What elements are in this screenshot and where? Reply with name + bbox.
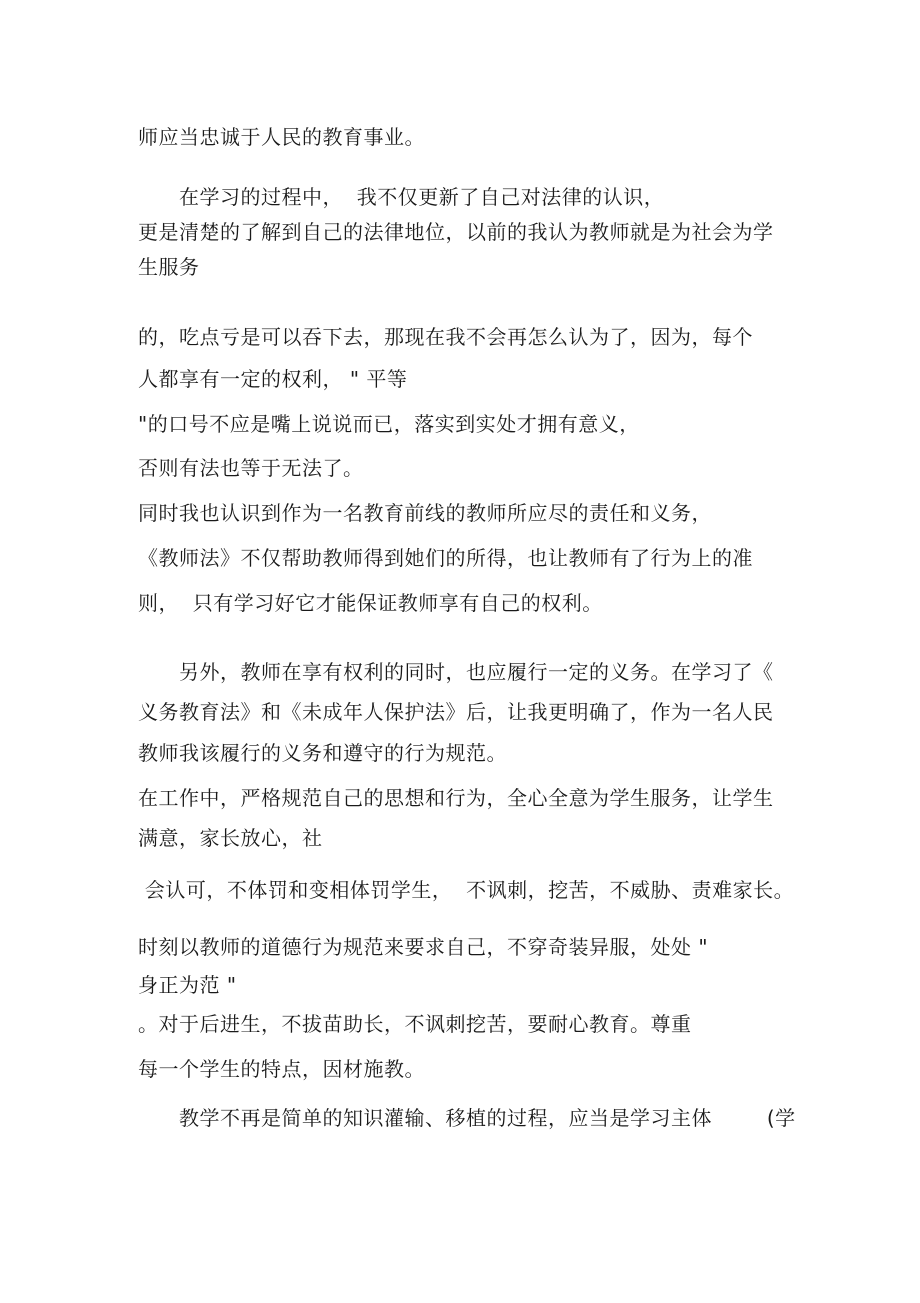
text-line: 师应当忠诚于人民的教育事业。 [138, 125, 425, 149]
text-line: 更是清楚的了解到自己的法律地位，以前的我认为教师就是为社会为学 [138, 220, 774, 244]
text-line: 教师我该履行的义务和遵守的行为规范。 [138, 741, 507, 765]
text-line: 否则有法也等于无法了。 [138, 456, 364, 480]
text-line: 则， 只有学习好它才能保证教师享有自己的权利。 [138, 591, 603, 615]
text-line: 的，吃点亏是可以吞下去，那现在我不会再怎么认为了，因为，每个 [138, 325, 753, 349]
text-line: 会认可，不体罚和变相体罚学生， 不讽刺，挖苦，不威胁、责难家长。 [138, 878, 795, 902]
text-line: "的口号不应是嘴上说说而已，落实到实处才拥有意义， [138, 412, 640, 436]
text-line: 身正为范 " [138, 973, 237, 997]
text-line: 。对于后进生，不拔苗助长，不讽刺挖苦，要耐心教育。尊重 [138, 1012, 692, 1036]
text-line: 满意，家长放心，社 [138, 826, 323, 850]
text-line: 同时我也认识到作为一名教育前线的教师所应尽的责任和义务， [138, 501, 712, 525]
text-line: 《教师法》不仅帮助教师得到她们的所得，也让教师有了行为上的准 [138, 546, 753, 570]
text-line: 生服务 [138, 255, 200, 279]
text-line: 人都享有一定的权利， " 平等 [138, 367, 408, 391]
text-line: 在工作中，严格规范自己的思想和行为，全心全意为学生服务，让学生 [138, 786, 774, 810]
text-line: 教学不再是简单的知识灌输、移植的过程，应当是学习主体 (学 [138, 1106, 796, 1130]
text-line: 另外，教师在享有权利的同时，也应履行一定的义务。在学习了《 [138, 660, 774, 684]
text-line: 时刻以教师的道德行为规范来要求自己，不穿奇装异服，处处 " [138, 935, 709, 959]
text-line: 在学习的过程中， 我不仅更新了自己对法律的认识， [138, 185, 665, 209]
text-line: 每一个学生的特点，因材施教。 [138, 1057, 425, 1081]
text-line: 义务教育法》和《未成年人保护法》后，让我更明确了，作为一名人民 [138, 700, 774, 724]
